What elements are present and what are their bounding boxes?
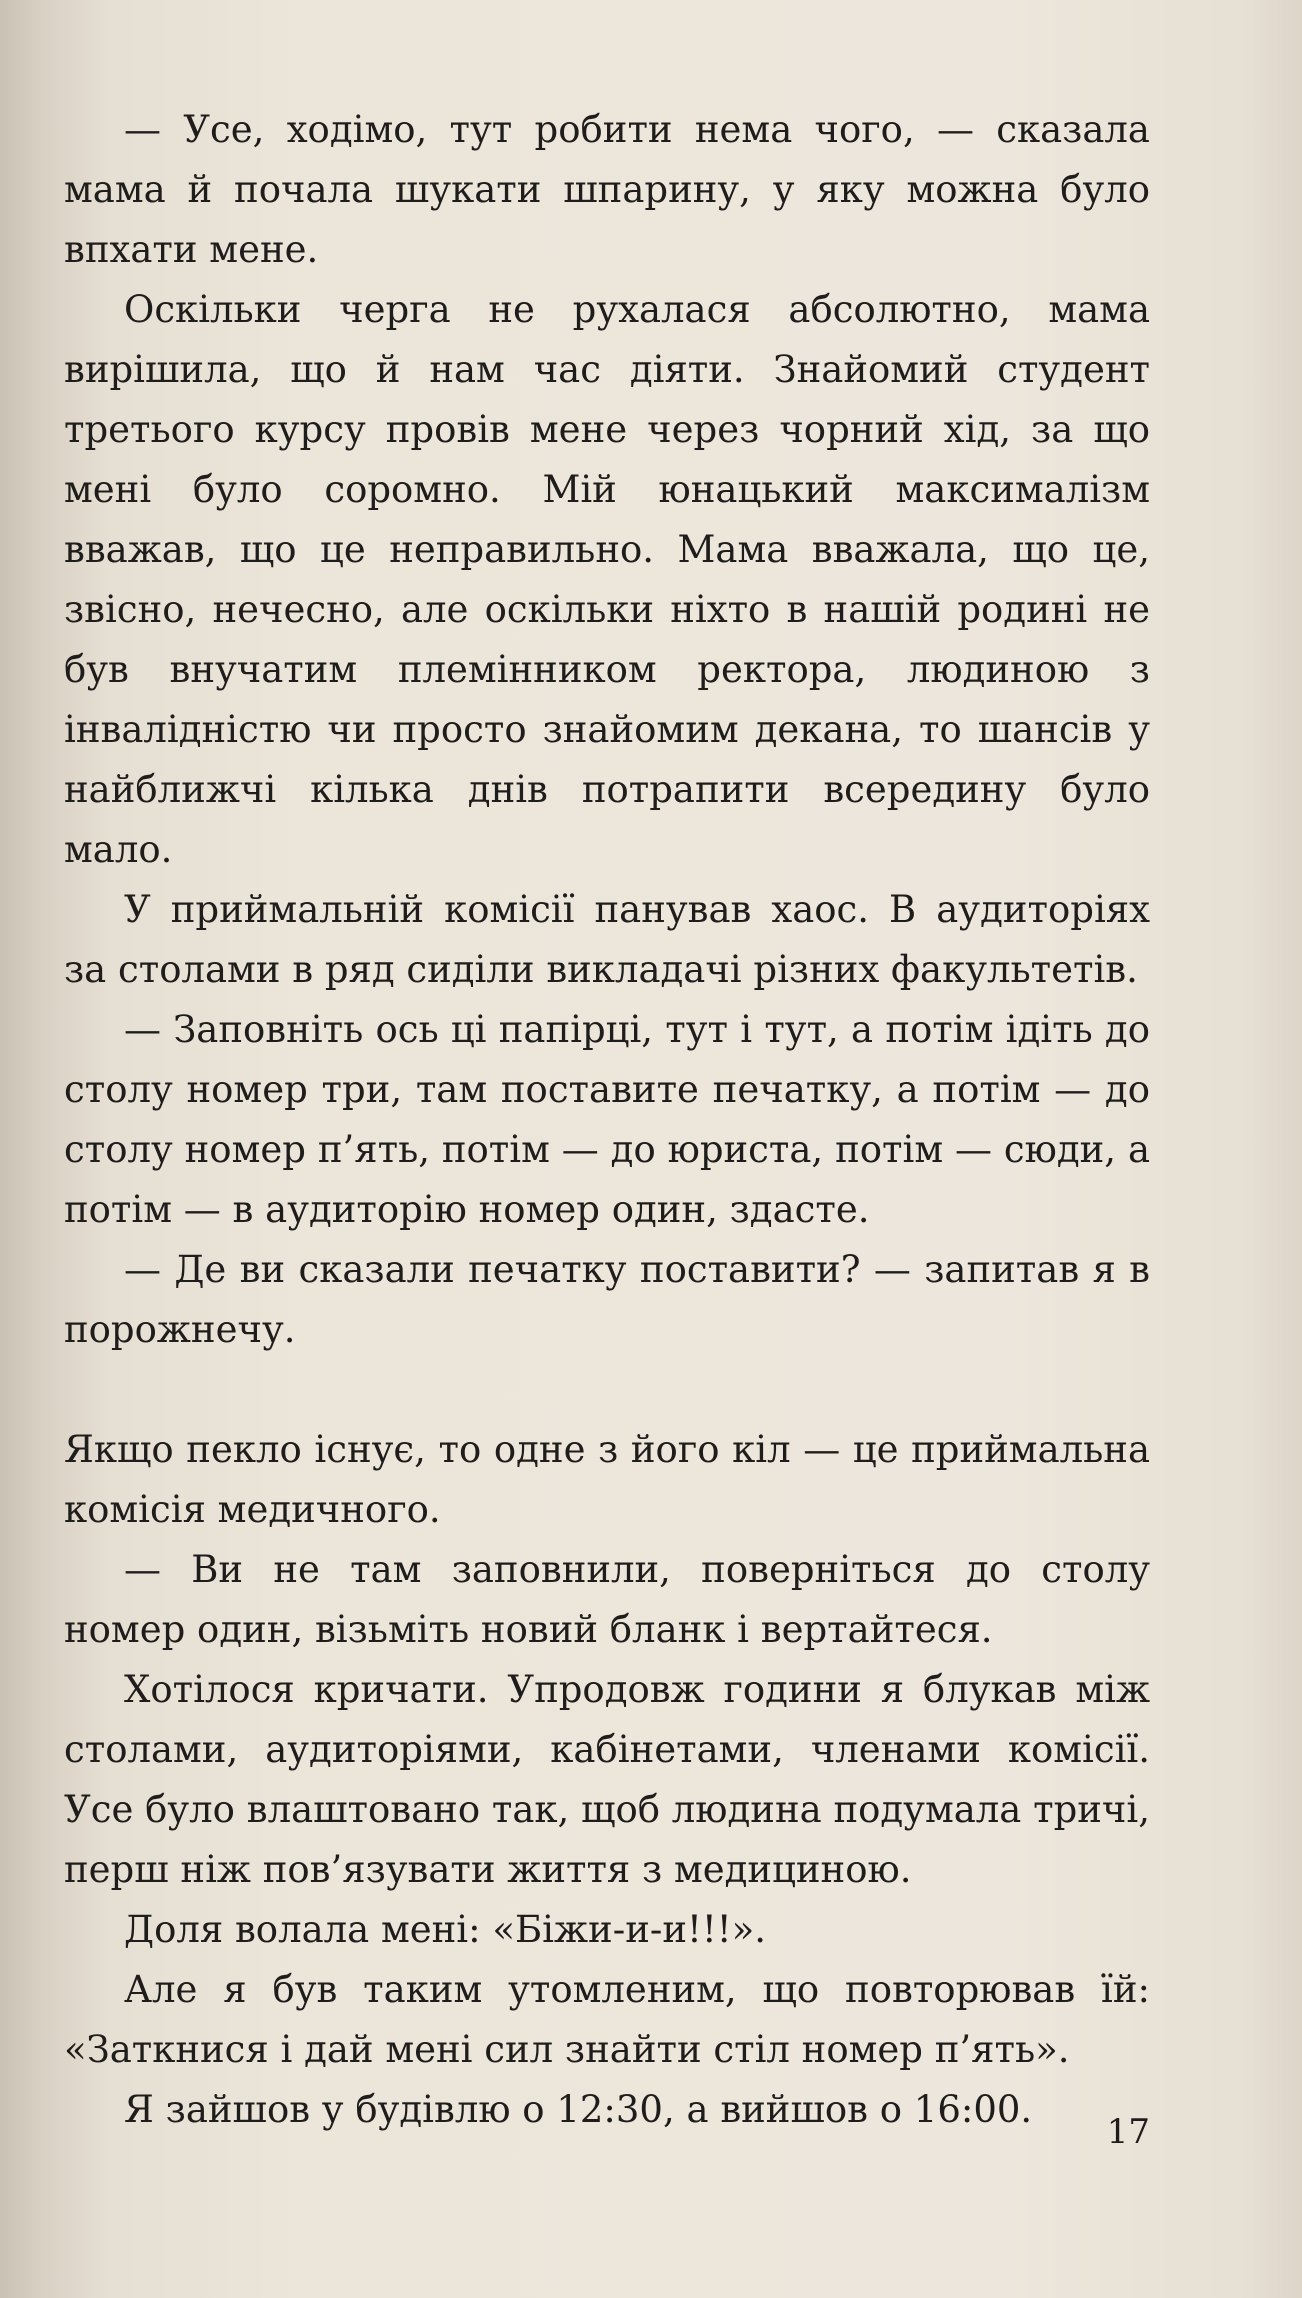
paragraph: — Ви не там заповнили, поверніться до столу номер один, візьміть новий бланк і вертайтеся. (64, 1548, 1150, 1651)
paragraph: Я зайшов у будівлю о 12:30, а вийшов о 16:00. (124, 2088, 1033, 2131)
page-number: 17 (1106, 2112, 1150, 2152)
paragraph: У приймальній комісії панував хаос. В аудиторіях за столами в ряд сиділи викладачі різних факультетів. (64, 888, 1150, 991)
paragraph: — Усе, ходімо, тут робити нема чого, — сказала мама й почала шукати шпарину, у яку можна було впхати мене. (64, 108, 1150, 271)
paragraph: Оскільки черга не рухалася абсолютно, мама вирішила, що й нам час діяти. Знайомий студент третього курсу провів мене через чорний хід, за що мені було соромно. Мій юнацький максималізм вважав, що це неправильно. Мама вважала, що це, звісно, нечесно, але оскільки ніхто в нашій родині не був внучатим племінником ректора, людиною з інвалідністю чи просто знайомим декана, то шансів у найближчі кілька днів потрапити всередину було мало. (64, 288, 1150, 871)
paragraph: — Заповніть ось ці папірці, тут і тут, а потім ідіть до столу номер три, там поставите печатку, а потім — до столу номер п’ять, потім — до юриста, потім — сюди, а потім — в аудиторію номер один, здасте. (64, 1008, 1150, 1231)
paragraph: — Де ви сказали печатку поставити? — запитав я в порожнечу. (64, 1248, 1150, 1351)
paragraph: Але я був таким утомленим, що повторював їй: «Заткнися і дай мені сил знайти стіл номер п’ять». (64, 1968, 1150, 2071)
paragraph: Хотілося кричати. Упродовж години я блукав між столами, аудиторіями, кабінетами, членами комісії. Усе було влаштовано так, щоб людина подумала тричі, перш ніж пов’язувати життя з медициною. (64, 1668, 1150, 1891)
paragraph-section-start: Якщо пекло існує, то одне з його кіл — це приймальна комісія медичного. (64, 1428, 1150, 1531)
paragraph: Доля волала мені: «Біжи-и-и!!!». (124, 1908, 767, 1951)
body-text (64, 100, 1150, 2140)
